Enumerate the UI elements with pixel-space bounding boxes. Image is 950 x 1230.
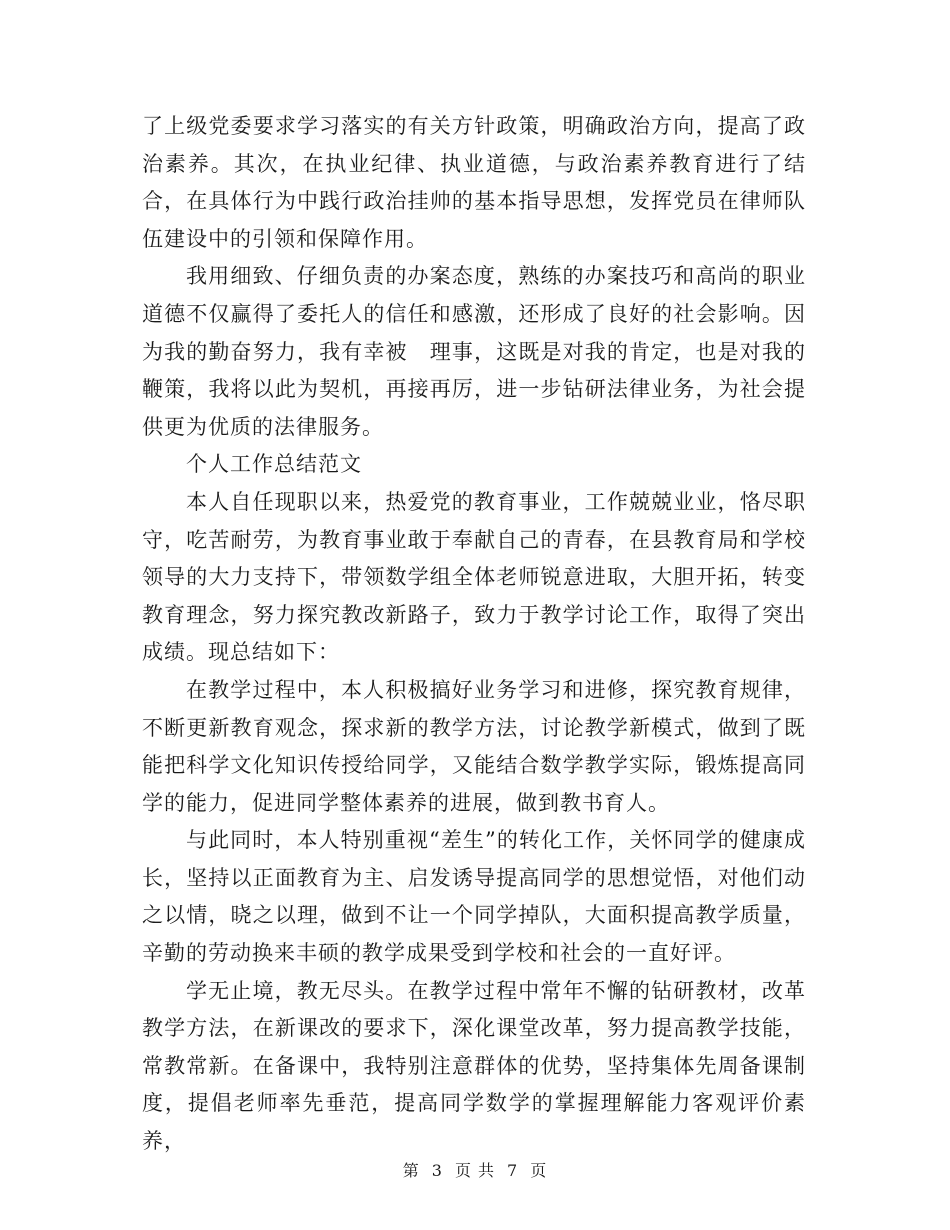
footer-prefix: 第 (402, 1161, 420, 1180)
paragraph-5: 与此同时，本人特别重视“差生”的转化工作，关怀同学的健康成长，坚持以正面教育为主、启发诱导提高同学的思想觉悟，对他们动之以情，晓之以理，做到不让一个同学掉队，大面积提高教学质量，辛勤的劳动换来丰硕的教学成果受到学校和社会的一直好评。 (142, 828, 806, 966)
footer-current-page: 3 (431, 1161, 443, 1180)
document-body (142, 108, 806, 1161)
paragraph-3: 本人自任现职以来，热爱党的教育事业，工作兢兢业业，恪尽职守，吃苦耐劳，为教育事业敢于奉献自己的青春，在县教育局和学校领导的大力支持下，带领数学组全体老师锐意进取，大胆开拓，转变教育理念，努力探究教改新路子，致力于教学讨论工作，取得了突出成绩。现总结如下： (142, 489, 806, 665)
paragraph-2: 我用细致、仔细负责的办案态度，熟练的办案技巧和高尚的职业道德不仅赢得了委托人的信任和感激，还形成了良好的社会影响。因为我的勤奋努力，我有幸被 理事，这既是对我的肯定，也是对我的鞭策，我将以此为契机，再接再厉，进一步钻研法律业务，为社会提供更为优质的法律服务。 (142, 264, 806, 439)
paragraph-6: 学无止境，教无尽头。在教学过程中常年不懈的钻研教材，改革教学方法，在新课改的要求下，深化课堂改革，努力提高教学技能，常教常新。在备课中，我特别注意群体的优势，坚持集体先周备课制度，提倡老师率先垂范，提高同学数学的掌握理解能力客观评价素养， (142, 978, 806, 1154)
section-heading: 个人工作总结范文 (186, 452, 362, 477)
footer-middle: 页 共 (454, 1161, 496, 1180)
footer-suffix: 页 (530, 1161, 548, 1180)
paragraph-4: 在教学过程中，本人积极搞好业务学习和进修，探究教育规律，不断更新教育观念，探求新的教学方法，讨论教学新模式，做到了既能把科学文化知识传授给同学，又能结合数学教学实际，锻炼提高同学的能力，促进同学整体素养的进展，做到教书育人。 (142, 677, 806, 815)
footer-total-pages: 7 (507, 1161, 519, 1180)
paragraph-1: 了上级党委要求学习落实的有关方针政策，明确政治方向，提高了政治素养。其次，在执业纪律、执业道德，与政治素养教育进行了结合，在具体行为中践行政治挂帅的基本指导思想，发挥党员在律师队伍建设中的引领和保障作用。 (142, 114, 806, 251)
page-footer (0, 1158, 950, 1181)
